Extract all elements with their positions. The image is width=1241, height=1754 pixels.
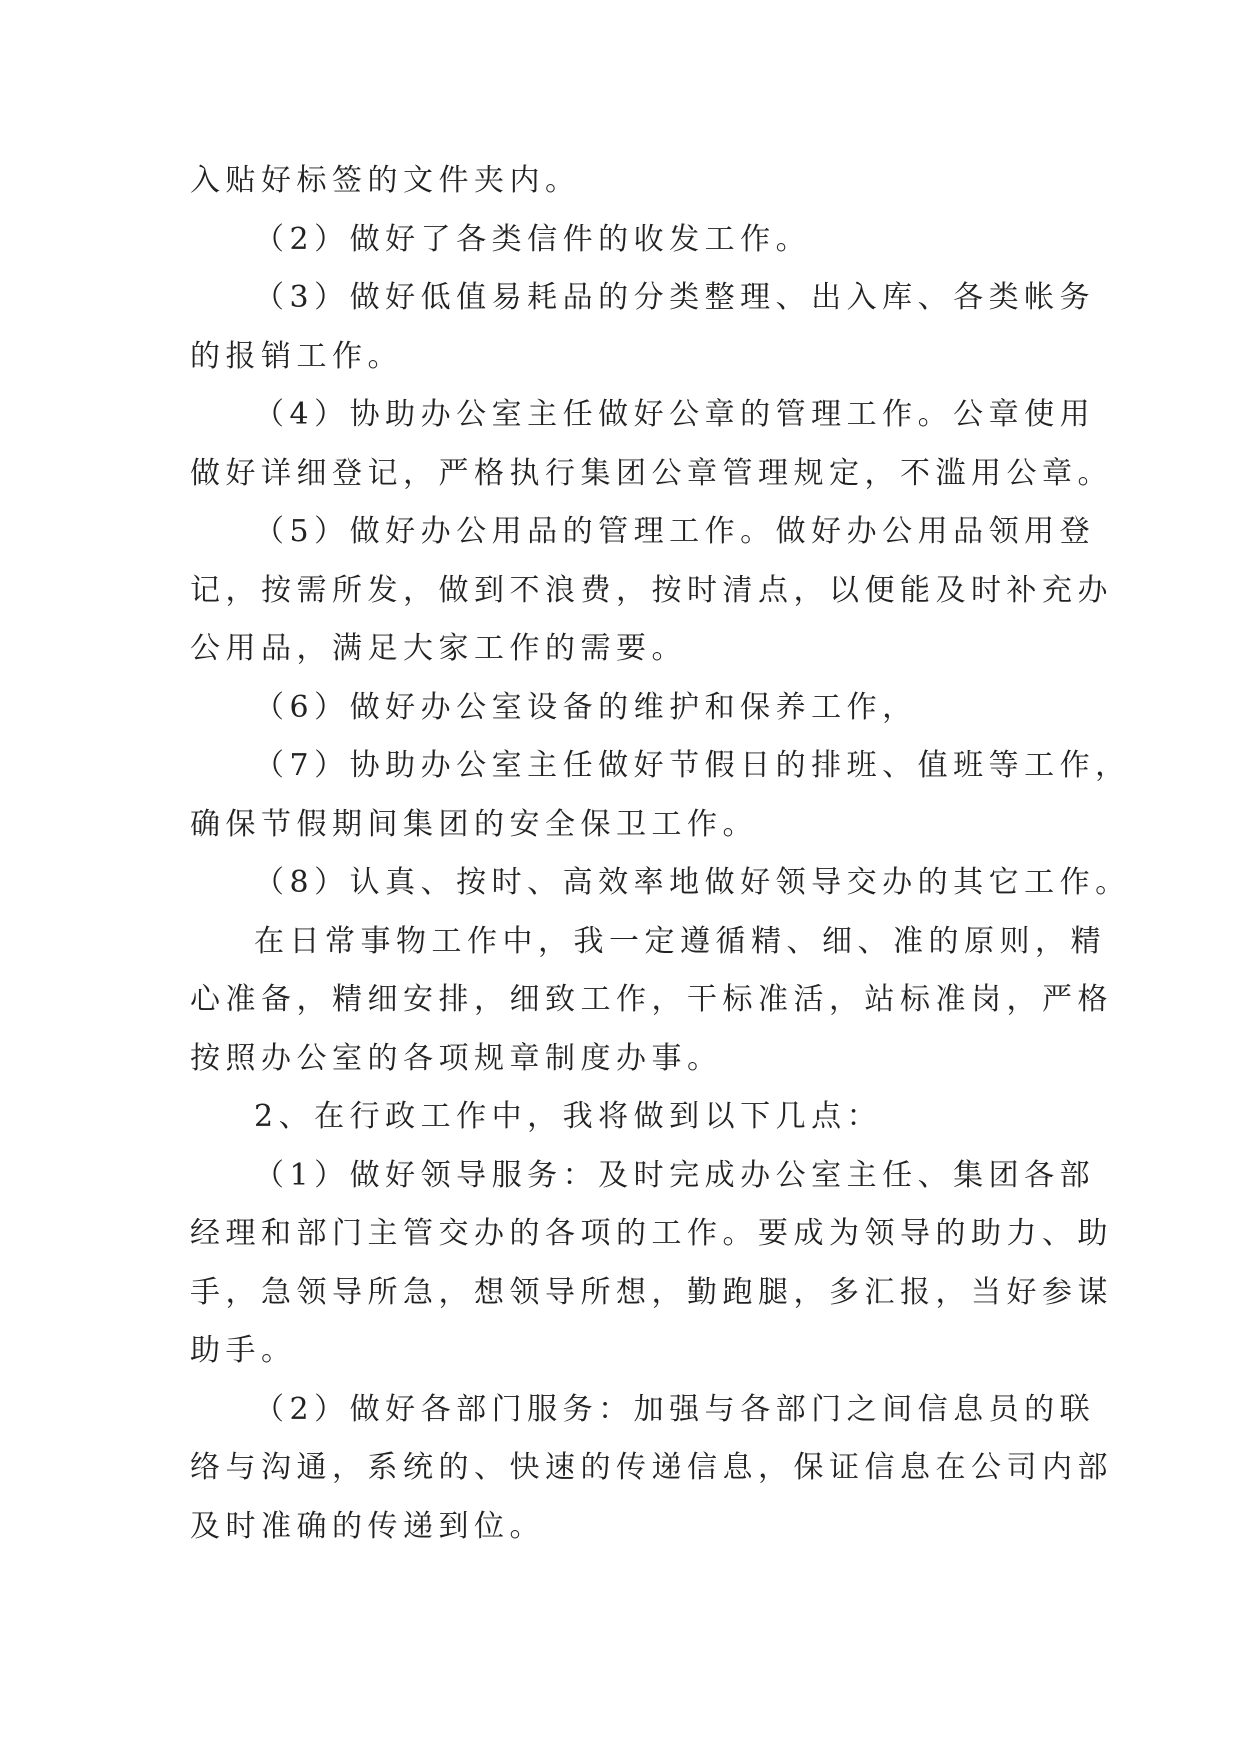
document-body bbox=[190, 152, 1131, 1556]
text-line: 心准备，精细安排，细致工作，干标准活，站标准岗，严格 bbox=[190, 982, 1113, 1017]
text-line: （2）做好各部门服务：加强与各部门之间信息员的联 bbox=[254, 1391, 1096, 1427]
text-line: 做好详细登记，严格执行集团公章管理规定，不滥用公章。 bbox=[190, 455, 1113, 491]
text-line: 按照办公室的各项规章制度办事。 bbox=[190, 1040, 723, 1076]
text-line: 经理和部门主管交办的各项的工作。要成为领导的助力、助 bbox=[190, 1216, 1113, 1251]
text-line: （3）做好低值易耗品的分类整理、出入库、各类帐务 bbox=[254, 280, 1096, 315]
text-line: 及时准确的传递到位。 bbox=[190, 1508, 545, 1544]
text-line: （6）做好办公室设备的维护和保养工作， bbox=[254, 689, 918, 725]
text-line: （8）认真、按时、高效率地做好领导交办的其它工作。 bbox=[254, 865, 1131, 900]
text-line: （2）做好了各类信件的收发工作。 bbox=[254, 221, 812, 257]
text-line: 手，急领导所急，想领导所想，勤跑腿，多汇报，当好参谋 bbox=[190, 1274, 1113, 1310]
text-line: 的报销工作。 bbox=[190, 338, 403, 374]
text-line: 在日常事物工作中，我一定遵循精、细、准的原则，精 bbox=[254, 923, 1106, 959]
text-line: 记，按需所发，做到不浪费，按时清点，以便能及时补充办 bbox=[190, 572, 1113, 608]
text-line: （5）做好办公用品的管理工作。做好办公用品领用登 bbox=[254, 514, 1096, 549]
text-line: 公用品，满足大家工作的需要。 bbox=[190, 631, 687, 666]
text-line: 确保节假期间集团的安全保卫工作。 bbox=[190, 806, 758, 842]
text-line: （4）协助办公室主任做好公章的管理工作。公章使用 bbox=[254, 397, 1096, 432]
text-line: 2、在行政工作中，我将做到以下几点： bbox=[254, 1099, 883, 1134]
text-line: 络与沟通，系统的、快速的传递信息，保证信息在公司内部 bbox=[190, 1450, 1113, 1485]
text-line: （1）做好领导服务：及时完成办公室主任、集团各部 bbox=[254, 1157, 1096, 1193]
text-line: （7）协助办公室主任做好节假日的排班、值班等工作， bbox=[254, 748, 1131, 783]
text-line: 助手。 bbox=[190, 1333, 297, 1368]
text-line: 入贴好标签的文件夹内。 bbox=[190, 163, 581, 198]
